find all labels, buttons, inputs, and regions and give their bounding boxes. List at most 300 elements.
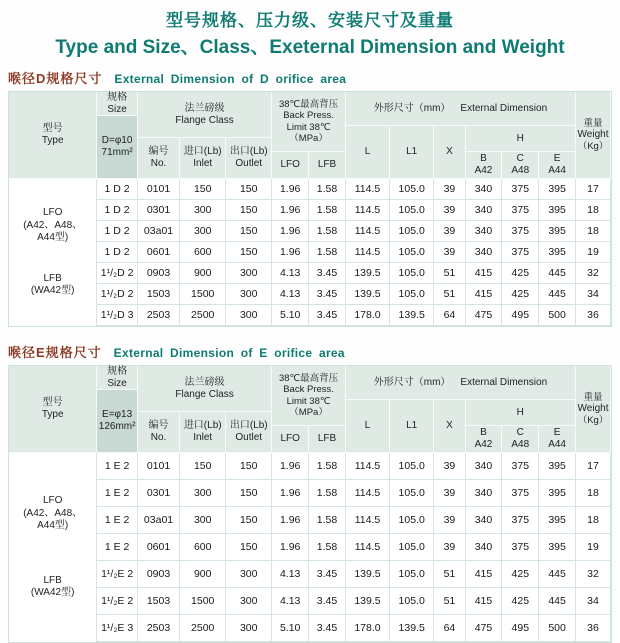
outlet-label-en: Outlet bbox=[235, 158, 263, 169]
size-label-zh: 规格 bbox=[107, 91, 128, 103]
cell-outlet: 300 bbox=[226, 305, 272, 326]
cell-inlet: 2500 bbox=[180, 305, 226, 326]
cell-weight: 18 bbox=[576, 221, 611, 242]
column-header-weight bbox=[576, 366, 611, 453]
cell-inlet: 150 bbox=[180, 453, 226, 480]
cell-size: 1¹/₂D 2 bbox=[97, 263, 138, 284]
cell-size: 1 D 2 bbox=[97, 179, 138, 200]
cell-weight: 19 bbox=[576, 242, 611, 263]
weight-label-en: Weight bbox=[577, 403, 609, 414]
cell-outlet: 300 bbox=[226, 615, 272, 642]
cell-lfo: 1.96 bbox=[272, 242, 309, 263]
cell-l1: 105.0 bbox=[390, 588, 434, 615]
cell-no: 0101 bbox=[138, 453, 180, 480]
cell-e-a44: 445 bbox=[539, 284, 576, 305]
cell-lfb: 1.58 bbox=[309, 179, 346, 200]
type-group-cell bbox=[9, 179, 97, 326]
cell-outlet: 150 bbox=[226, 507, 272, 534]
flange-label-zh: 法兰磅级 bbox=[184, 102, 225, 114]
cell-lfb: 3.45 bbox=[309, 284, 346, 305]
c-sublabel: A48 bbox=[511, 165, 530, 176]
type-group-models2: A44型) bbox=[37, 520, 69, 532]
cell-l: 114.5 bbox=[346, 507, 390, 534]
cell-c-a48: 425 bbox=[502, 284, 539, 305]
cell-size: 1¹/₂E 3 bbox=[97, 615, 138, 642]
backpress-line2: Back Press. bbox=[283, 110, 334, 122]
cell-lfb: 1.58 bbox=[309, 507, 346, 534]
cell-e-a44: 395 bbox=[539, 534, 576, 561]
column-header-l1: L1 bbox=[390, 400, 434, 453]
cell-l1: 105.0 bbox=[390, 534, 434, 561]
column-header-no bbox=[138, 138, 180, 179]
cell-lfo: 5.10 bbox=[272, 305, 309, 326]
cell-c-a48: 495 bbox=[502, 305, 539, 326]
extdim-label-en: External Dimension bbox=[460, 376, 548, 388]
section-header-d bbox=[8, 68, 612, 87]
cell-no: 0903 bbox=[138, 263, 180, 284]
column-header-flange-class bbox=[138, 366, 272, 412]
column-header-e-a44 bbox=[539, 426, 576, 453]
column-header-b-a42 bbox=[466, 152, 503, 179]
type-group-lfo bbox=[23, 207, 82, 245]
cell-lfb: 3.45 bbox=[309, 263, 346, 284]
cell-lfb: 1.58 bbox=[309, 480, 346, 507]
cell-lfb: 3.45 bbox=[309, 588, 346, 615]
backpress-line1: 38℃最高背压 bbox=[278, 98, 339, 110]
cell-l1: 105.0 bbox=[390, 480, 434, 507]
type-group-models2: A44型) bbox=[37, 232, 69, 244]
cell-x: 51 bbox=[434, 561, 465, 588]
cell-b-a42: 415 bbox=[466, 588, 503, 615]
cell-no: 03a01 bbox=[138, 507, 180, 534]
cell-e-a44: 445 bbox=[539, 561, 576, 588]
cell-inlet: 900 bbox=[180, 561, 226, 588]
cell-b-a42: 340 bbox=[466, 534, 503, 561]
cell-lfo: 4.13 bbox=[272, 588, 309, 615]
column-header-lfb: LFB bbox=[309, 426, 346, 453]
cell-c-a48: 375 bbox=[502, 200, 539, 221]
cell-inlet: 300 bbox=[180, 221, 226, 242]
section-title-chinese: 喉径E规格尺寸 bbox=[8, 345, 102, 360]
cell-lfo: 5.10 bbox=[272, 615, 309, 642]
column-header-weight bbox=[576, 92, 611, 179]
type-group-name: LFB bbox=[43, 272, 62, 284]
cell-b-a42: 415 bbox=[466, 284, 503, 305]
cell-inlet: 300 bbox=[180, 480, 226, 507]
extdim-label-zh: 外形尺寸（mm） bbox=[373, 102, 451, 114]
cell-outlet: 150 bbox=[226, 453, 272, 480]
cell-inlet: 300 bbox=[180, 200, 226, 221]
c-label: C bbox=[516, 153, 524, 164]
cell-weight: 32 bbox=[576, 561, 611, 588]
cell-weight: 17 bbox=[576, 453, 611, 480]
column-header-size bbox=[97, 366, 138, 390]
inlet-label-en: Inlet bbox=[193, 158, 213, 169]
spec-table-e bbox=[8, 365, 612, 643]
cell-b-a42: 340 bbox=[466, 179, 503, 200]
cell-outlet: 150 bbox=[226, 200, 272, 221]
cell-no: 1503 bbox=[138, 588, 180, 615]
cell-e-a44: 395 bbox=[539, 200, 576, 221]
spec-table-d bbox=[8, 91, 612, 327]
cell-no: 0101 bbox=[138, 179, 180, 200]
cell-size: 1 E 2 bbox=[97, 480, 138, 507]
backpress-line3: Limit 38℃ bbox=[286, 121, 331, 133]
cell-lfo: 1.96 bbox=[272, 179, 309, 200]
cell-c-a48: 375 bbox=[502, 453, 539, 480]
cell-inlet: 600 bbox=[180, 534, 226, 561]
cell-l1: 105.0 bbox=[390, 221, 434, 242]
column-header-size bbox=[97, 92, 138, 116]
backpress-line3: Limit 38℃ bbox=[286, 395, 331, 407]
cell-outlet: 150 bbox=[226, 179, 272, 200]
type-label-en: Type bbox=[41, 135, 64, 146]
cell-inlet: 1500 bbox=[180, 588, 226, 615]
cell-inlet: 2500 bbox=[180, 615, 226, 642]
type-group-models: (A42、A48、 bbox=[23, 219, 83, 231]
section-title-english: External Dimension of E orifice area bbox=[113, 346, 345, 360]
cell-lfb: 1.58 bbox=[309, 242, 346, 263]
cell-weight: 18 bbox=[576, 507, 611, 534]
column-header-no bbox=[138, 412, 180, 453]
column-header-external-dimension bbox=[346, 92, 576, 126]
type-label-zh: 型号 bbox=[42, 397, 63, 408]
column-header-h: H bbox=[466, 400, 576, 426]
size-label-en: Size bbox=[107, 103, 127, 115]
weight-label-en: Weight bbox=[577, 129, 609, 140]
cell-size: 1 D 2 bbox=[97, 242, 138, 263]
type-group-models: (WA42型) bbox=[30, 587, 75, 599]
no-label-zh: 编号 bbox=[148, 146, 169, 157]
backpress-line1: 38℃最高背压 bbox=[278, 372, 339, 384]
cell-e-a44: 395 bbox=[539, 242, 576, 263]
cell-lfo: 1.96 bbox=[272, 221, 309, 242]
cell-outlet: 150 bbox=[226, 534, 272, 561]
c-label: C bbox=[516, 427, 524, 438]
type-group-name: LFB bbox=[43, 574, 62, 586]
cell-l: 114.5 bbox=[346, 480, 390, 507]
cell-x: 39 bbox=[434, 179, 465, 200]
size-spec-area: 71mm² bbox=[101, 147, 133, 158]
cell-x: 51 bbox=[434, 588, 465, 615]
column-header-h: H bbox=[466, 126, 576, 152]
inlet-label-zh: 进口(Lb) bbox=[183, 420, 222, 431]
flange-label-zh: 法兰磅级 bbox=[184, 376, 225, 388]
type-group-lfo bbox=[23, 495, 82, 533]
cell-inlet: 300 bbox=[180, 507, 226, 534]
e-label: E bbox=[553, 427, 561, 438]
cell-x: 39 bbox=[434, 507, 465, 534]
cell-x: 39 bbox=[434, 453, 465, 480]
column-header-back-pressure bbox=[272, 366, 346, 426]
cell-weight: 18 bbox=[576, 480, 611, 507]
cell-x: 39 bbox=[434, 534, 465, 561]
cell-e-a44: 395 bbox=[539, 221, 576, 242]
cell-lfb: 1.58 bbox=[309, 200, 346, 221]
cell-no: 2503 bbox=[138, 615, 180, 642]
cell-b-a42: 340 bbox=[466, 200, 503, 221]
column-header-lfo: LFO bbox=[272, 152, 309, 179]
size-label-zh: 规格 bbox=[107, 365, 128, 377]
c-sublabel: A48 bbox=[511, 439, 530, 450]
cell-b-a42: 475 bbox=[466, 305, 503, 326]
column-header-l: L bbox=[346, 400, 390, 453]
cell-l1: 105.0 bbox=[390, 507, 434, 534]
column-header-inlet bbox=[180, 412, 226, 453]
column-header-e-a44 bbox=[539, 152, 576, 179]
column-header-flange-class bbox=[138, 92, 272, 138]
cell-lfb: 1.58 bbox=[309, 221, 346, 242]
column-header-l1: L1 bbox=[390, 126, 434, 179]
cell-weight: 32 bbox=[576, 263, 611, 284]
cell-size: 1 E 2 bbox=[97, 534, 138, 561]
cell-b-a42: 340 bbox=[466, 480, 503, 507]
cell-x: 64 bbox=[434, 305, 465, 326]
cell-x: 64 bbox=[434, 615, 465, 642]
cell-outlet: 150 bbox=[226, 242, 272, 263]
size-spec-cell bbox=[97, 390, 138, 453]
flange-label-en: Flange Class bbox=[175, 114, 234, 126]
cell-l1: 105.0 bbox=[390, 561, 434, 588]
cell-x: 39 bbox=[434, 221, 465, 242]
cell-b-a42: 415 bbox=[466, 561, 503, 588]
column-header-x: X bbox=[434, 400, 465, 453]
column-header-c-a48 bbox=[502, 152, 539, 179]
page-title-english: Type and Size、Class、Exeternal Dimension and Weight bbox=[55, 37, 565, 58]
cell-l1: 105.0 bbox=[390, 200, 434, 221]
backpress-line4: （MPa） bbox=[289, 132, 328, 144]
cell-no: 0601 bbox=[138, 534, 180, 561]
size-label-en: Size bbox=[107, 377, 127, 389]
cell-x: 51 bbox=[434, 263, 465, 284]
cell-inlet: 1500 bbox=[180, 284, 226, 305]
cell-c-a48: 425 bbox=[502, 588, 539, 615]
cell-lfb: 1.58 bbox=[309, 534, 346, 561]
cell-lfo: 1.96 bbox=[272, 200, 309, 221]
weight-label-zh: 重量 bbox=[583, 391, 603, 403]
cell-e-a44: 500 bbox=[539, 615, 576, 642]
type-label-zh: 型号 bbox=[42, 123, 63, 134]
cell-c-a48: 375 bbox=[502, 534, 539, 561]
cell-weight: 34 bbox=[576, 588, 611, 615]
cell-size: 1 E 2 bbox=[97, 453, 138, 480]
cell-no: 1503 bbox=[138, 284, 180, 305]
cell-weight: 36 bbox=[576, 305, 611, 326]
cell-l1: 139.5 bbox=[390, 615, 434, 642]
cell-weight: 34 bbox=[576, 284, 611, 305]
cell-x: 39 bbox=[434, 200, 465, 221]
no-label-en: No. bbox=[150, 432, 167, 443]
cell-lfb: 1.58 bbox=[309, 453, 346, 480]
cell-no: 2503 bbox=[138, 305, 180, 326]
cell-l: 114.5 bbox=[346, 179, 390, 200]
cell-b-a42: 340 bbox=[466, 242, 503, 263]
extdim-label-zh: 外形尺寸（mm） bbox=[373, 376, 451, 388]
outlet-label-zh: 出口(Lb) bbox=[229, 146, 268, 157]
cell-lfo: 4.13 bbox=[272, 263, 309, 284]
cell-no: 0301 bbox=[138, 480, 180, 507]
cell-l: 178.0 bbox=[346, 615, 390, 642]
cell-size: 1¹/₂D 2 bbox=[97, 284, 138, 305]
cell-outlet: 300 bbox=[226, 561, 272, 588]
type-group-name: LFO bbox=[42, 207, 63, 219]
cell-size: 1 D 2 bbox=[97, 221, 138, 242]
cell-lfo: 1.96 bbox=[272, 453, 309, 480]
cell-l1: 105.0 bbox=[390, 263, 434, 284]
cell-weight: 19 bbox=[576, 534, 611, 561]
outlet-label-en: Outlet bbox=[235, 432, 263, 443]
cell-inlet: 900 bbox=[180, 263, 226, 284]
cell-size: 1¹/₂E 2 bbox=[97, 561, 138, 588]
cell-size: 1 E 2 bbox=[97, 507, 138, 534]
cell-c-a48: 495 bbox=[502, 615, 539, 642]
type-group-models: (A42、A48、 bbox=[23, 507, 83, 519]
cell-weight: 18 bbox=[576, 200, 611, 221]
column-header-lfb: LFB bbox=[309, 152, 346, 179]
cell-size: 1¹/₂E 2 bbox=[97, 588, 138, 615]
section-title-chinese: 喉径D规格尺寸 bbox=[8, 71, 103, 86]
section-title-english: External Dimension of D orifice area bbox=[114, 72, 347, 86]
no-label-en: No. bbox=[150, 158, 167, 169]
cell-c-a48: 375 bbox=[502, 242, 539, 263]
cell-c-a48: 375 bbox=[502, 221, 539, 242]
backpress-line4: （MPa） bbox=[289, 406, 328, 418]
type-group-lfb bbox=[31, 575, 75, 600]
cell-x: 39 bbox=[434, 242, 465, 263]
cell-no: 0903 bbox=[138, 561, 180, 588]
cell-c-a48: 425 bbox=[502, 561, 539, 588]
cell-lfb: 3.45 bbox=[309, 615, 346, 642]
b-label: B bbox=[480, 427, 487, 438]
cell-c-a48: 425 bbox=[502, 263, 539, 284]
cell-l: 114.5 bbox=[346, 200, 390, 221]
cell-c-a48: 375 bbox=[502, 179, 539, 200]
cell-lfb: 3.45 bbox=[309, 305, 346, 326]
cell-l1: 105.0 bbox=[390, 242, 434, 263]
type-group-models: (WA42型) bbox=[30, 285, 75, 297]
cell-size: 1¹/₂D 3 bbox=[97, 305, 138, 326]
cell-outlet: 300 bbox=[226, 284, 272, 305]
column-header-outlet bbox=[226, 138, 272, 179]
cell-e-a44: 395 bbox=[539, 453, 576, 480]
weight-unit: （Kg） bbox=[577, 141, 609, 152]
cell-lfb: 3.45 bbox=[309, 561, 346, 588]
cell-l: 139.5 bbox=[346, 284, 390, 305]
extdim-label-en: External Dimension bbox=[460, 102, 548, 114]
e-sublabel: A44 bbox=[548, 165, 566, 176]
cell-e-a44: 395 bbox=[539, 179, 576, 200]
cell-lfo: 1.96 bbox=[272, 480, 309, 507]
cell-b-a42: 415 bbox=[466, 263, 503, 284]
size-spec-cell bbox=[97, 116, 138, 179]
cell-lfo: 1.96 bbox=[272, 507, 309, 534]
cell-l1: 105.0 bbox=[390, 284, 434, 305]
cell-no: 03a01 bbox=[138, 221, 180, 242]
cell-l: 114.5 bbox=[346, 221, 390, 242]
cell-size: 1 D 2 bbox=[97, 200, 138, 221]
cell-b-a42: 340 bbox=[466, 453, 503, 480]
cell-l: 114.5 bbox=[346, 242, 390, 263]
cell-outlet: 150 bbox=[226, 221, 272, 242]
e-sublabel: A44 bbox=[548, 439, 566, 450]
column-header-l: L bbox=[346, 126, 390, 179]
column-header-b-a42 bbox=[466, 426, 503, 453]
cell-lfo: 4.13 bbox=[272, 561, 309, 588]
column-header-type bbox=[9, 92, 97, 179]
cell-weight: 17 bbox=[576, 179, 611, 200]
column-header-c-a48 bbox=[502, 426, 539, 453]
b-label: B bbox=[480, 153, 487, 164]
cell-outlet: 300 bbox=[226, 588, 272, 615]
cell-outlet: 150 bbox=[226, 480, 272, 507]
cell-b-a42: 475 bbox=[466, 615, 503, 642]
cell-e-a44: 445 bbox=[539, 263, 576, 284]
cell-l: 178.0 bbox=[346, 305, 390, 326]
backpress-line2: Back Press. bbox=[283, 384, 334, 396]
cell-b-a42: 340 bbox=[466, 221, 503, 242]
cell-e-a44: 395 bbox=[539, 507, 576, 534]
cell-l: 139.5 bbox=[346, 588, 390, 615]
page-title-chinese: 型号规格、压力级、安装尺寸及重量 bbox=[166, 11, 454, 30]
column-header-lfo: LFO bbox=[272, 426, 309, 453]
weight-unit: （Kg） bbox=[577, 415, 609, 426]
cell-l: 139.5 bbox=[346, 561, 390, 588]
cell-l1: 139.5 bbox=[390, 305, 434, 326]
e-label: E bbox=[553, 153, 561, 164]
cell-l: 114.5 bbox=[346, 534, 390, 561]
outlet-label-zh: 出口(Lb) bbox=[229, 420, 268, 431]
size-spec-value: D=φ10 bbox=[101, 135, 133, 146]
column-header-outlet bbox=[226, 412, 272, 453]
type-group-name: LFO bbox=[42, 495, 63, 507]
type-label-en: Type bbox=[41, 409, 64, 420]
inlet-label-zh: 进口(Lb) bbox=[183, 146, 222, 157]
cell-l1: 105.0 bbox=[390, 179, 434, 200]
cell-no: 0601 bbox=[138, 242, 180, 263]
cell-weight: 36 bbox=[576, 615, 611, 642]
size-spec-value: E=φ13 bbox=[102, 409, 133, 420]
no-label-zh: 编号 bbox=[148, 420, 169, 431]
b-sublabel: A42 bbox=[474, 165, 493, 176]
cell-inlet: 150 bbox=[180, 179, 226, 200]
b-sublabel: A42 bbox=[474, 439, 493, 450]
cell-e-a44: 500 bbox=[539, 305, 576, 326]
cell-l: 114.5 bbox=[346, 453, 390, 480]
column-header-external-dimension bbox=[346, 366, 576, 400]
cell-no: 0301 bbox=[138, 200, 180, 221]
flange-label-en: Flange Class bbox=[175, 388, 234, 400]
cell-l1: 105.0 bbox=[390, 453, 434, 480]
section-header-e bbox=[8, 342, 612, 361]
type-group-lfb bbox=[31, 273, 75, 298]
cell-inlet: 600 bbox=[180, 242, 226, 263]
cell-c-a48: 375 bbox=[502, 480, 539, 507]
cell-lfo: 4.13 bbox=[272, 284, 309, 305]
cell-l: 139.5 bbox=[346, 263, 390, 284]
cell-x: 39 bbox=[434, 480, 465, 507]
type-group-cell bbox=[9, 453, 97, 642]
column-header-type bbox=[9, 366, 97, 453]
column-header-back-pressure bbox=[272, 92, 346, 152]
weight-label-zh: 重量 bbox=[583, 117, 603, 129]
cell-e-a44: 445 bbox=[539, 588, 576, 615]
column-header-x: X bbox=[434, 126, 465, 179]
cell-x: 51 bbox=[434, 284, 465, 305]
cell-outlet: 300 bbox=[226, 263, 272, 284]
cell-e-a44: 395 bbox=[539, 480, 576, 507]
cell-lfo: 1.96 bbox=[272, 534, 309, 561]
inlet-label-en: Inlet bbox=[193, 432, 213, 443]
